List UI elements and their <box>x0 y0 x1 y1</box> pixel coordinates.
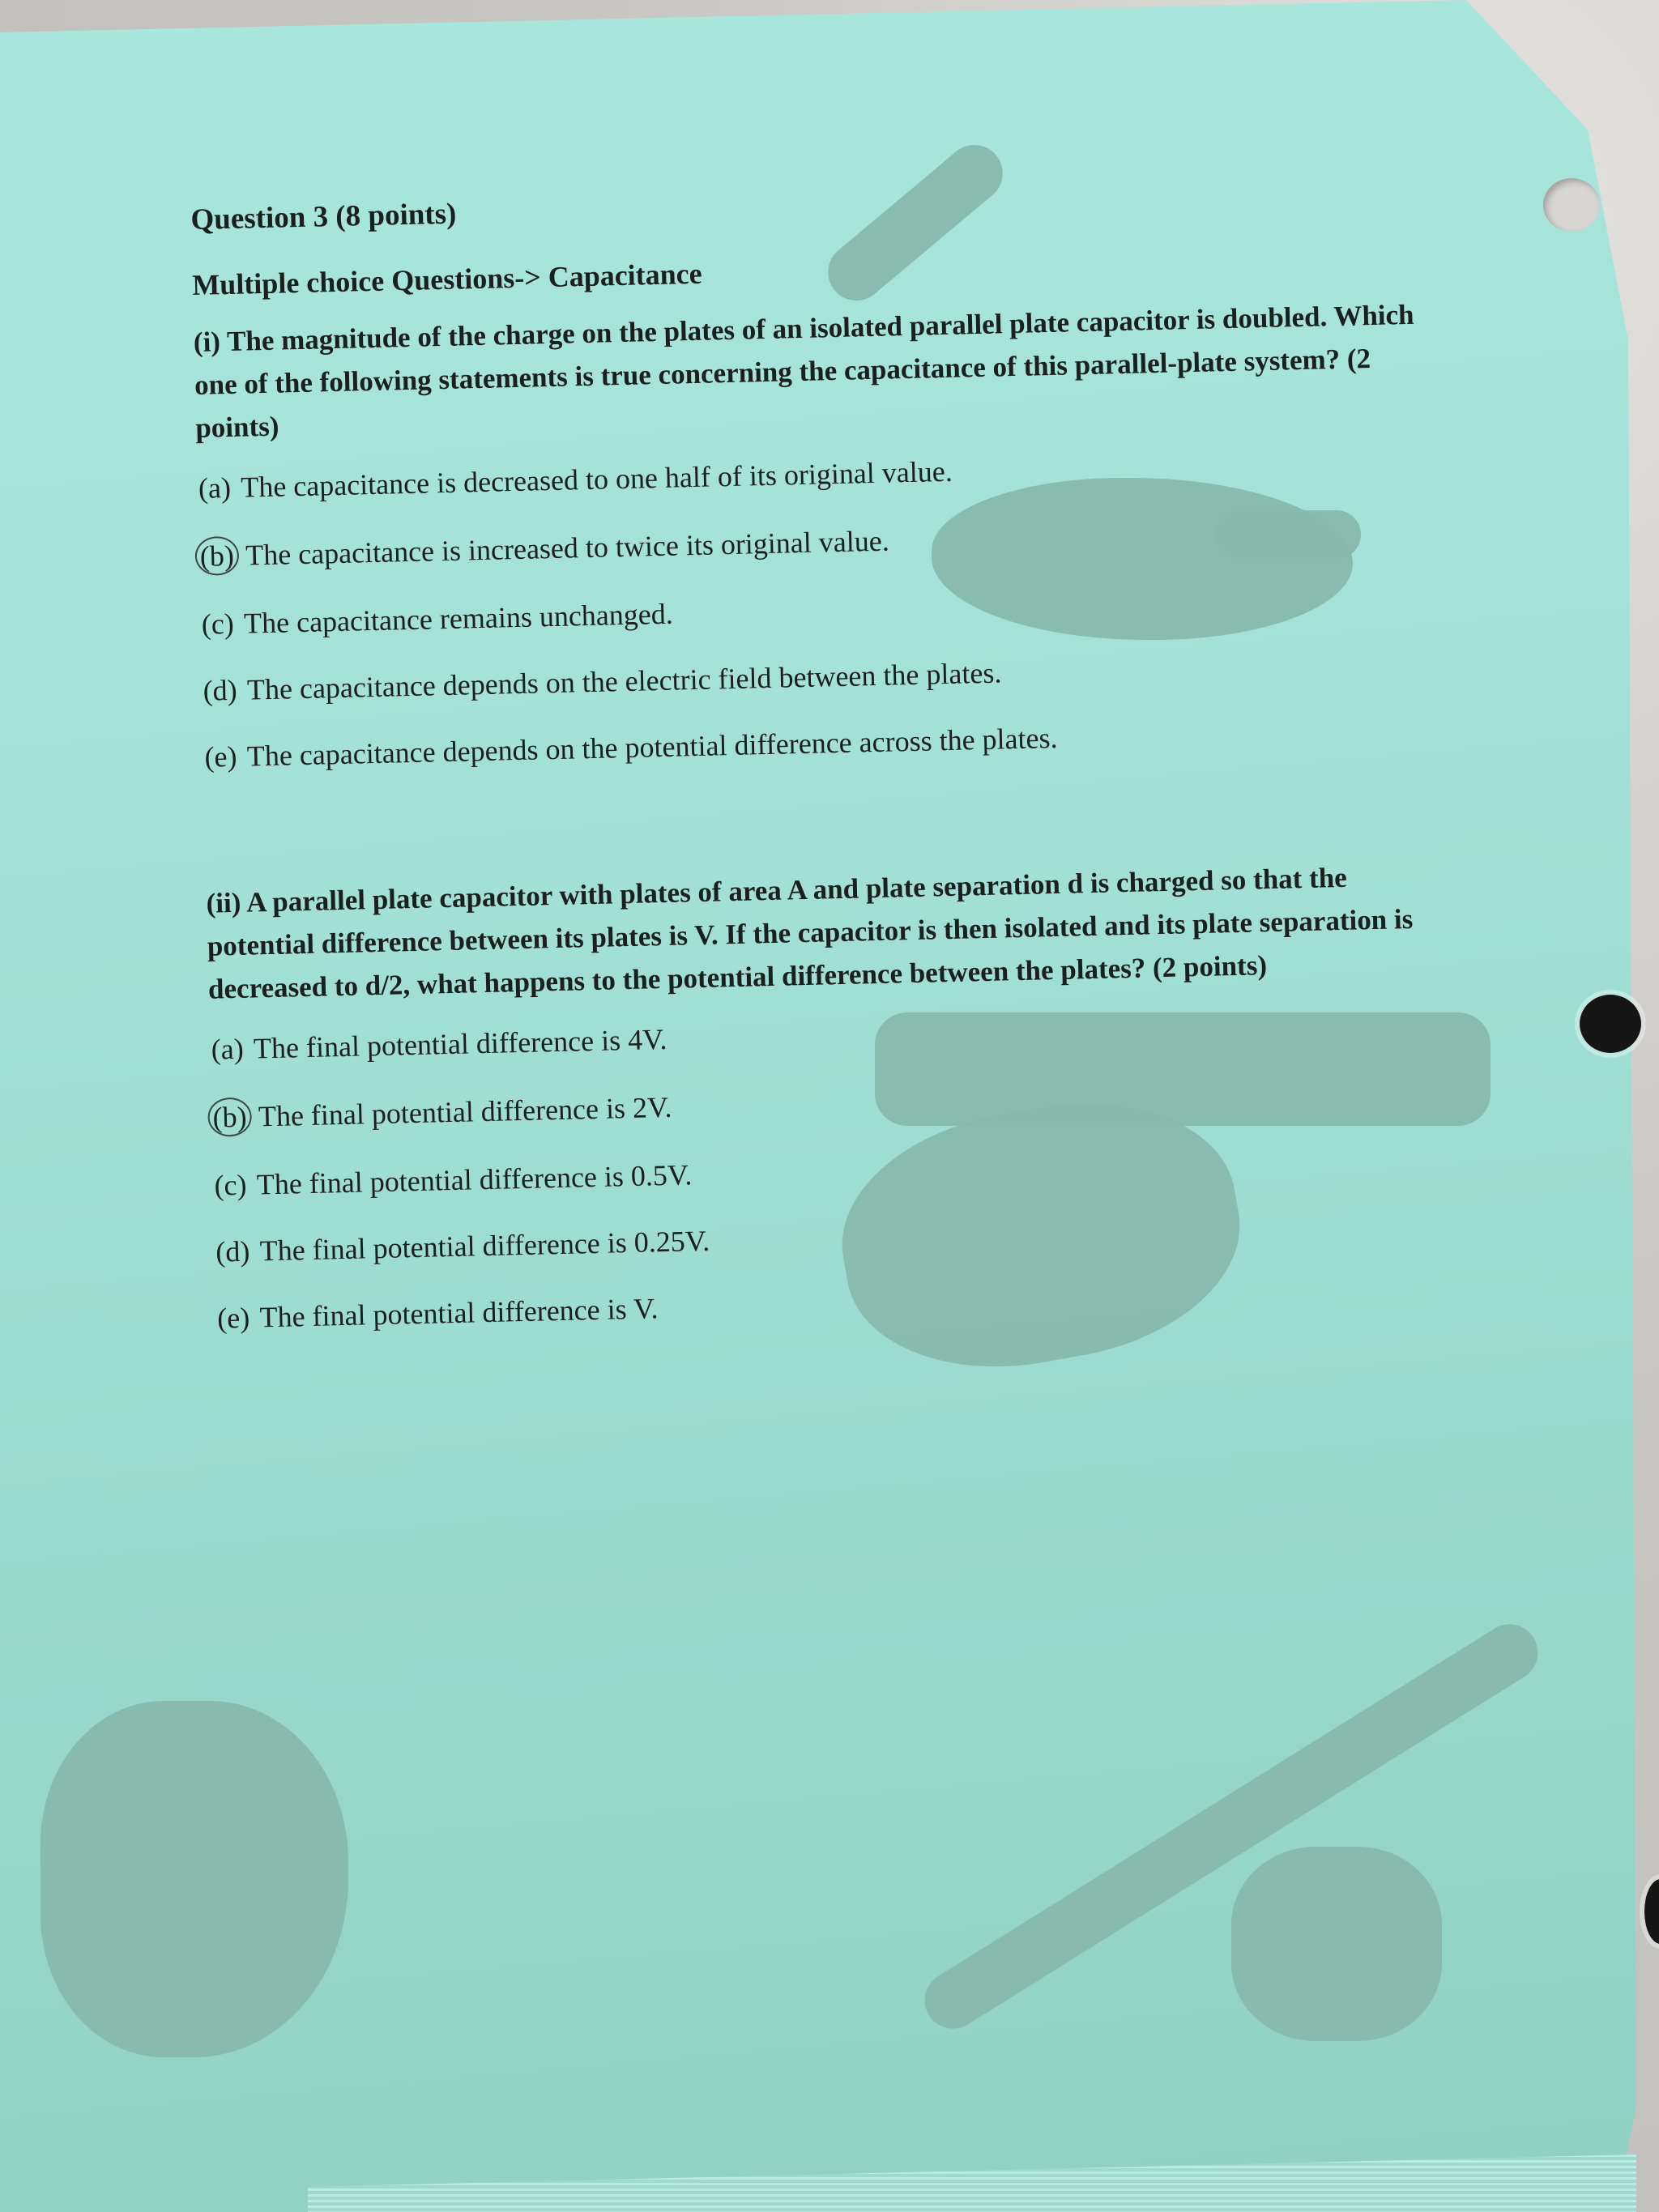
option-text: The capacitance remains unchanged. <box>237 597 674 640</box>
option-letter: (c) <box>201 607 235 641</box>
question-ii-prompt: (ii) A parallel plate capacitor with plates of area A and plate separation d is charged so that the potential difference between its plates is V. If the capacitor is then isolated and its plate separation is decreased to d/2, what happens to the potential difference between the plates? (2 points) <box>206 861 1414 1005</box>
option-text: The capacitance depends on the electric field between the plates. <box>240 656 1002 706</box>
question-ii-option-d <box>214 1205 1478 1269</box>
punch-hole-middle <box>1580 995 1641 1053</box>
option-letter: (d) <box>203 673 238 707</box>
option-letter: (b) <box>207 1097 252 1137</box>
option-text: The final potential difference is 0.25V. <box>252 1224 710 1268</box>
question-i-option-e <box>203 710 1467 774</box>
question-ii-option-a <box>209 1003 1473 1067</box>
redaction-bottom-right-blob <box>1231 1847 1442 2041</box>
option-text: The capacitance is increased to twice its original value. <box>238 524 890 572</box>
question-ii-options <box>209 1003 1479 1336</box>
option-text: The final potential difference is 4V. <box>246 1022 667 1065</box>
option-letter: (a) <box>198 471 232 505</box>
question-i-option-c <box>199 578 1464 641</box>
option-letter: (e) <box>216 1301 250 1335</box>
option-letter: (e) <box>204 739 237 774</box>
redaction-bottom-left <box>41 1701 348 2057</box>
question-i-prompt: (i) The magnitude of the charge on the plates of an isolated parallel plate capacitor is doubled. Which one of the following statements is true concerning the capacitance of this parallel-plate system? (2 points) <box>193 298 1414 444</box>
question-ii-option-c <box>212 1139 1477 1203</box>
question-heading: Question 3 (8 points) <box>190 197 457 237</box>
document-content <box>190 174 1480 1367</box>
punch-hole-top <box>1543 178 1600 232</box>
option-text: The capacitance depends on the potential difference across the plates. <box>240 721 1058 773</box>
option-text: The final potential difference is 2V. <box>251 1090 672 1133</box>
section-gap <box>204 777 1469 863</box>
question-ii-option-e <box>215 1272 1480 1336</box>
question-ii-option-b <box>211 1069 1475 1136</box>
section-subheading: Multiple choice Questions-> Capacitance <box>191 257 703 301</box>
question-i-options <box>197 442 1467 775</box>
option-text: The final potential difference is V. <box>252 1292 659 1334</box>
question-i-option-d <box>201 644 1465 708</box>
question-i-option-b <box>198 509 1462 576</box>
option-letter: (b) <box>194 536 239 576</box>
option-letter: (c) <box>214 1168 247 1202</box>
option-letter: (a) <box>211 1032 245 1066</box>
question-i-option-a <box>197 442 1461 506</box>
option-text: The final potential difference is 0.5V. <box>249 1158 693 1201</box>
option-letter: (d) <box>215 1234 250 1268</box>
option-text: The capacitance is decreased to one half of its original value. <box>233 454 953 504</box>
